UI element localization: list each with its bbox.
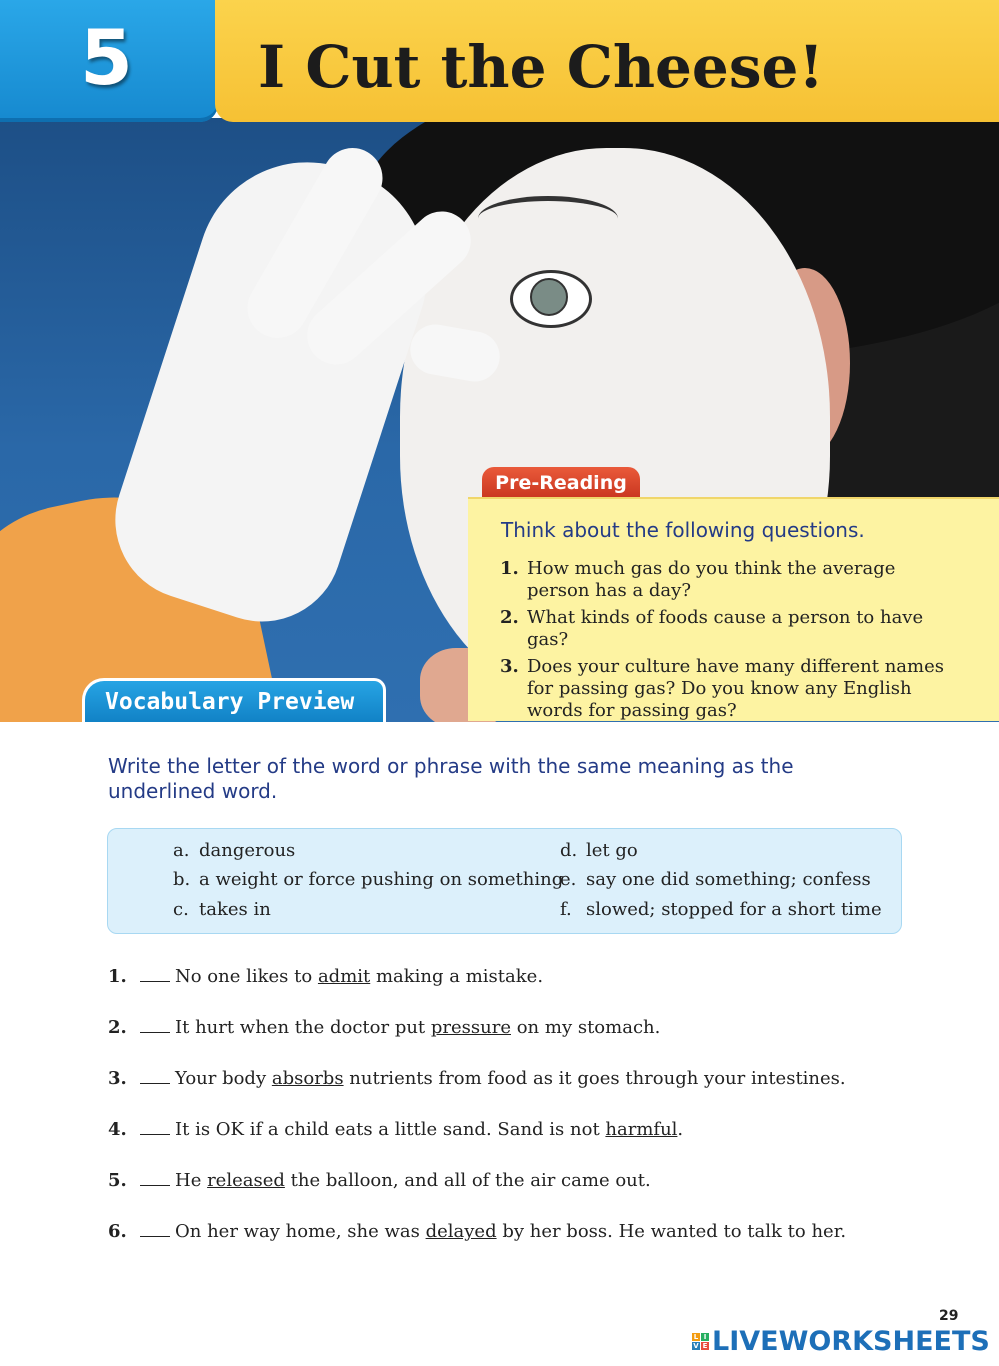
choice-f [560, 899, 882, 920]
list-item [500, 558, 960, 602]
choice-letter: e. [560, 869, 577, 890]
choice-letter: b. [173, 869, 191, 890]
choice-text: slowed; stopped for a short time [586, 899, 882, 920]
page-number: 29 [939, 1308, 959, 1324]
list-item [500, 656, 960, 722]
item-number: 4. [108, 1119, 127, 1140]
question-number: 3. [500, 656, 519, 677]
answer-blank[interactable] [140, 1016, 170, 1033]
question-text: Does your culture have many different names for passing gas? Do you know any English words for passing gas? [527, 656, 944, 721]
underlined-word: released [207, 1170, 285, 1191]
underlined-word: harmful [605, 1119, 678, 1140]
pre-reading-questions [500, 558, 960, 727]
item-text: It is OK if a child eats a little sand. Sand is not [175, 1119, 606, 1140]
item-text: making a mistake. [370, 966, 544, 987]
answer-blank[interactable] [140, 1169, 170, 1186]
item-text: It hurt when the doctor put [175, 1017, 431, 1038]
item-number: 6. [108, 1221, 127, 1242]
answer-blank[interactable] [140, 1118, 170, 1135]
choice-letter: f. [560, 899, 572, 920]
choice-e [560, 869, 871, 890]
item-text: No one likes to [175, 966, 318, 987]
item-text: . [677, 1119, 684, 1140]
painted-brow [478, 196, 618, 241]
choice-letter: d. [560, 840, 578, 861]
list-item [108, 1220, 968, 1271]
choice-letter: c. [173, 899, 189, 920]
unit-number-box [0, 0, 218, 122]
question-text: How much gas do you think the average person has a day? [527, 558, 896, 601]
underlined-word: absorbs [271, 1068, 344, 1089]
list-item [108, 1169, 968, 1220]
logo-letter: V [693, 1342, 699, 1350]
item-text: He [175, 1170, 208, 1191]
answer-choices-box [107, 828, 902, 934]
item-text: by her boss. He wanted to talk to her. [496, 1221, 847, 1242]
choice-d [560, 840, 638, 861]
item-text: the balloon, and all of the air came out. [284, 1170, 651, 1191]
item-text: On her way home, she was [175, 1221, 426, 1242]
logo-letter: E [702, 1342, 708, 1350]
page-title: I Cut the Cheese! [258, 33, 824, 101]
brand-name: LIVEWORKSHEETS [712, 1326, 990, 1357]
underlined-word: delayed [425, 1221, 497, 1242]
item-text: nutrients from food as it goes through your intestines. [343, 1068, 846, 1089]
list-item [108, 1067, 968, 1118]
item-text: on my stomach. [511, 1017, 661, 1038]
pre-reading-tab: Pre-Reading [482, 467, 640, 499]
choice-c [173, 899, 271, 920]
choice-letter: a. [173, 840, 190, 861]
choice-b [173, 869, 563, 890]
vocabulary-items [108, 965, 968, 1271]
choice-text: dangerous [199, 840, 296, 861]
underlined-word: pressure [430, 1017, 511, 1038]
item-number: 5. [108, 1170, 127, 1191]
list-item [108, 1016, 968, 1067]
underlined-word: admit [317, 966, 371, 987]
item-number: 3. [108, 1068, 127, 1089]
item-text: Your body [175, 1068, 272, 1089]
choice-a [173, 840, 295, 861]
logo-letter: I [701, 1333, 709, 1341]
unit-number: 5 [80, 13, 133, 102]
liveworksheets-logo[interactable] [692, 1326, 990, 1357]
choice-text: a weight or force pushing on something [199, 869, 564, 890]
item-number: 1. [108, 966, 127, 987]
item-number: 2. [108, 1017, 127, 1038]
vocabulary-instructions: Write the letter of the word or phrase with the same meaning as the underlined word. [108, 754, 794, 803]
choice-text: takes in [199, 899, 271, 920]
answer-blank[interactable] [140, 965, 170, 982]
list-item [108, 965, 968, 1016]
answer-blank[interactable] [140, 1220, 170, 1237]
question-text: What kinds of foods cause a person to have gas? [527, 607, 924, 650]
question-number: 1. [500, 558, 519, 579]
choice-text: let go [586, 840, 638, 861]
pre-reading-heading: Think about the following questions. [501, 518, 865, 542]
question-number: 2. [500, 607, 519, 628]
liveworksheets-grid-icon [692, 1333, 709, 1350]
logo-letter: L [693, 1333, 699, 1341]
list-item [500, 607, 960, 651]
list-item [108, 1118, 968, 1169]
answer-blank[interactable] [140, 1067, 170, 1084]
iris-shape [530, 278, 568, 316]
vocabulary-preview-tab: Vocabulary Preview [82, 678, 386, 722]
choice-text: say one did something; confess [586, 869, 871, 890]
